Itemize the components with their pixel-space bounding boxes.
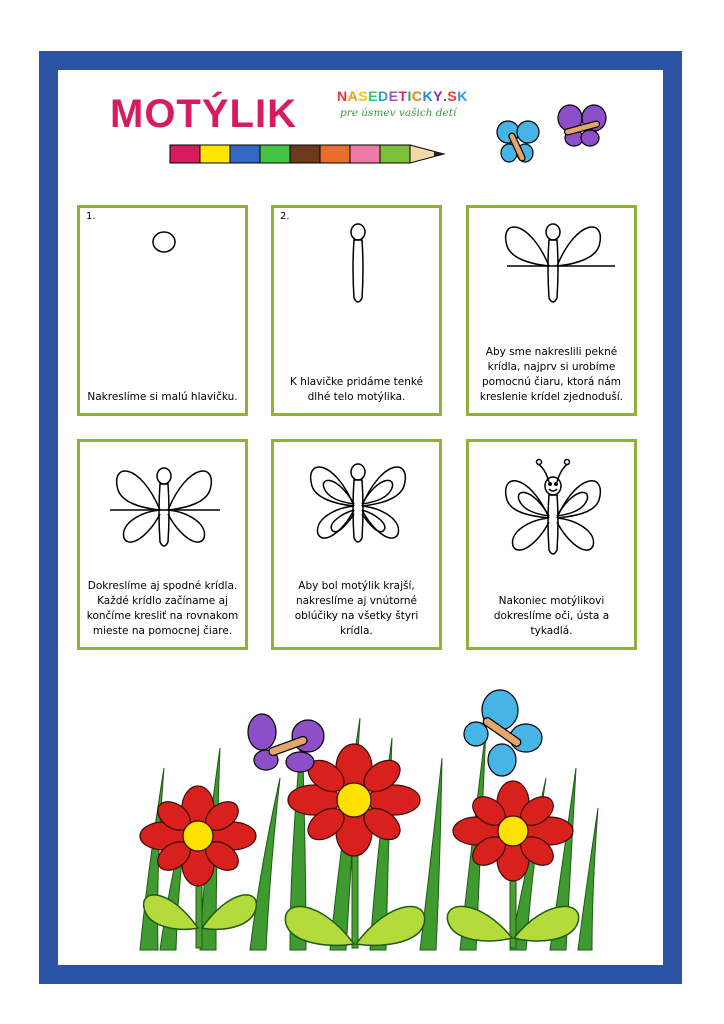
step-caption: Aby sme nakreslili pekné krídla, najprv si urobíme pomocnú čiaru, ktorá nám kreslenie krídel zjednoduší. [479,346,624,403]
logo-letter: D [377,88,389,104]
logo-letter: I [407,88,412,104]
logo-letter: E [388,88,399,104]
pencil-segment [200,145,230,163]
butterfly-blue-icon [492,118,542,173]
pencil-segment [350,145,380,163]
logo-letter: E [368,88,378,104]
step-1-panel [77,205,248,416]
step-number: 2. [280,211,290,222]
pencil-segment [290,145,320,163]
step-caption: Dokreslíme aj spodné krídla. Každé krídlo začíname aj končíme kresliť na rovnakom mieste na pomocnej čiare. [86,580,239,637]
logo-letter: C [411,88,423,104]
logo-letter: A [347,88,359,104]
pencil-segment [320,145,350,163]
logo-letter: Y [433,88,443,104]
logo-letter: N [337,88,348,104]
logo-letter: T [398,88,408,104]
logo-letter: S [447,88,458,104]
step-caption: K hlavičke pridáme tenké dlhé telo motýlika. [289,376,424,403]
head-drawing-icon [80,208,251,419]
pencil-segment [230,145,260,163]
logo-letter: K [422,88,434,104]
pencil-segment [170,145,200,163]
step-caption: Nakoniec motýlikovi dokreslíme oči, ústa a tykadlá. [493,595,610,637]
logo-wordmark [337,88,468,104]
step-6-panel [466,439,637,650]
step-caption: Nakreslíme si malú hlavičku. [87,391,238,403]
flower-meadow-illustration [130,688,600,958]
logo-letter: . [442,88,448,104]
step-number: 1. [86,211,96,222]
pencil-segment [380,145,410,163]
logo-tagline: pre úsmev vašich detí [340,107,457,119]
logo-letter: K [457,88,468,104]
step-4-panel [77,439,248,650]
step-2-panel [271,205,442,416]
step-caption: Aby bol motýlik krajší, nakreslíme aj vnútorné oblúčiky na všetky štyri krídla. [294,580,419,637]
butterfly-purple-icon [552,100,612,155]
step-3-panel [466,205,637,416]
pencil-icon [168,142,468,166]
step-5-panel [271,439,442,650]
pencil-lead [434,151,444,157]
page-title: MOTÝLIK [110,92,297,136]
pencil-segment [260,145,290,163]
logo-letter: S [358,88,369,104]
